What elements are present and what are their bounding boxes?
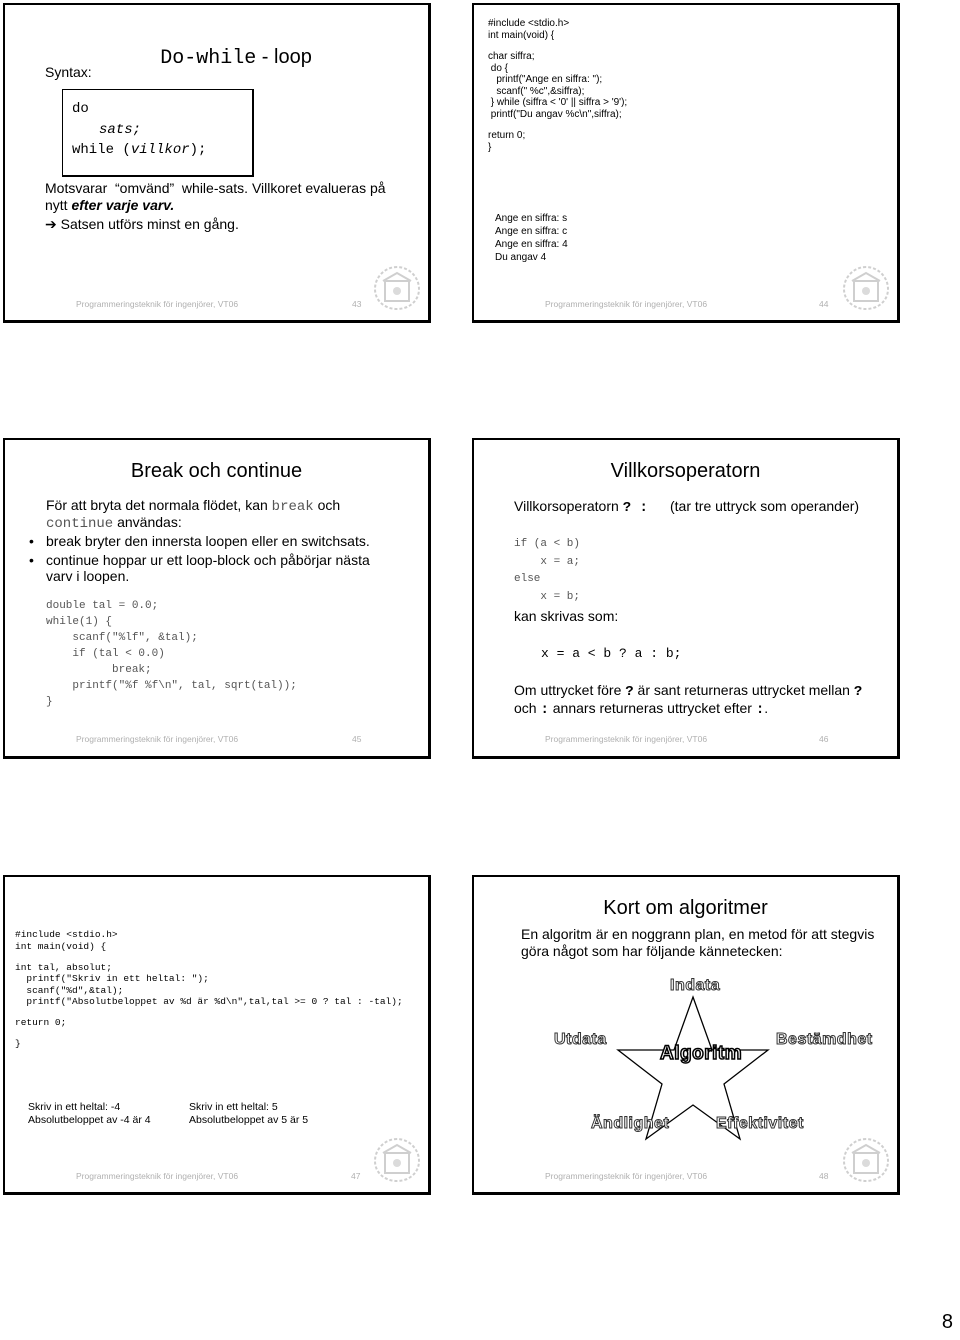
operator-symbol: ? : — [622, 500, 648, 516]
intro-c: användas: — [113, 514, 182, 530]
code-line: char siffra; — [488, 51, 535, 62]
ternary-code: x = a < b ? a : b; — [541, 646, 682, 661]
intro-a: För att bryta det normala flödet, kan — [46, 497, 272, 513]
desc-line2: göra något som har följande kännetecken: — [521, 943, 783, 959]
expl1-q2: ? — [853, 684, 863, 700]
code-line — [488, 120, 627, 130]
slide-number: 46 — [819, 734, 829, 744]
output-line: Absolutbeloppet av 5 är 5 — [189, 1114, 309, 1126]
code-line: int main(void) { — [488, 29, 555, 41]
code-line: break; — [46, 664, 152, 676]
footer-text: Programmeringsteknik för ingenjörer, VT06 — [545, 299, 708, 309]
operator-note: (tar tre uttryck som operander) — [670, 498, 860, 514]
code-block — [46, 598, 297, 710]
operator-line-a: Villkorsoperatorn — [514, 498, 623, 514]
code-line: int tal, absolut; — [15, 961, 112, 973]
star-label-utdata: Utdata — [554, 1031, 607, 1048]
code-line: printf("Absolutbeloppet av %d är %d\n",tal,tal >= 0 ? tal : -tal); — [15, 996, 403, 1007]
slide-number: 45 — [352, 734, 362, 744]
footer-text: Programmeringsteknik för ingenjörer, VT06 — [545, 1171, 708, 1181]
code-line: } while (siffra < '0' || siffra > '9'); — [488, 97, 628, 108]
code-block — [514, 536, 580, 606]
star-label-indata: Indata — [670, 977, 721, 994]
slide-title: Kort om algoritmer — [603, 897, 768, 919]
slide-title: Villkorsoperatorn — [610, 460, 761, 482]
footer-text: Programmeringsteknik för ingenjörer, VT06 — [545, 734, 708, 744]
star-label-andlighet: Ändlighet — [591, 1115, 670, 1132]
code-line: while(1) { — [46, 616, 113, 628]
syntax-sats: sats; — [99, 122, 142, 138]
code-block — [15, 929, 403, 1050]
code-line: scanf("%lf", &tal); — [46, 632, 198, 644]
can-write-text: kan skrivas som: — [514, 608, 619, 624]
code-line: do { — [488, 62, 509, 74]
university-seal-logo — [367, 263, 427, 313]
desc-line2-b: efter varje varv. — [71, 197, 175, 213]
output-line: Absolutbeloppet av -4 är 4 — [28, 1114, 151, 1126]
output-positive — [189, 1101, 308, 1127]
slide-number: 43 — [352, 299, 362, 309]
expl1-b: är sant returneras uttrycket mellan — [633, 682, 854, 698]
code-line — [488, 41, 627, 51]
code-line: scanf("%d",&tal); — [15, 984, 124, 996]
code-line: printf("Ange en siffra: "); — [488, 74, 603, 85]
intro-line1 — [46, 497, 340, 515]
syntax-while-a: while ( — [72, 142, 131, 158]
desc-line1: Motsvarar “omvänd” while-sats. Villkoret evalueras på — [45, 180, 386, 196]
desc-line3 — [45, 216, 239, 233]
intro-b: och — [313, 497, 341, 513]
code-line: printf("Skriv in ett heltal: "); — [15, 973, 209, 984]
code-line: scanf(" %c",&siffra); — [488, 85, 585, 97]
slide-45 — [3, 438, 431, 759]
slide-46 — [472, 438, 900, 759]
program-output — [495, 212, 568, 264]
output-negative — [28, 1101, 151, 1127]
code-line: printf("%f %f\n", tal, sqrt(tal)); — [46, 680, 297, 692]
output-line: Du angav 4 — [495, 252, 547, 263]
expl2-colon2: : — [755, 702, 765, 718]
code-line: return 0; — [488, 130, 526, 141]
page-number: 8 — [941, 1311, 953, 1333]
code-line — [15, 1029, 403, 1039]
expl2-colon: : — [540, 702, 549, 718]
syntax-box — [62, 89, 254, 177]
expl1-a: Om uttrycket före — [514, 682, 626, 698]
footer-text: Programmeringsteknik för ingenjörer, VT06 — [76, 299, 239, 309]
slide-47 — [3, 875, 431, 1195]
bullet-break: • break bryter den innersta loopen eller en switchsats. — [46, 533, 370, 549]
output-line: Ange en siffra: 4 — [495, 239, 568, 250]
code-line: #include <stdio.h> — [15, 929, 118, 940]
code-line: int main(void) { — [15, 940, 107, 952]
desc-line3-text: Satsen utförs minst en gång. — [56, 216, 239, 232]
expl1-q: ? — [625, 684, 634, 700]
footer-text: Programmeringsteknik för ingenjörer, VT06 — [76, 1171, 239, 1181]
code-line: if (a < b) — [514, 538, 581, 550]
code-break: break — [271, 499, 314, 515]
desc-line2-a: nytt — [45, 197, 72, 213]
code-line: printf("Du angav %c\n",siffra); — [488, 108, 622, 120]
output-line: Ange en siffra: c — [495, 226, 568, 237]
university-seal-logo — [367, 1135, 427, 1185]
star-label-bestamdhet: Bestämdhet — [776, 1031, 873, 1048]
code-line — [15, 1008, 403, 1018]
code-line: #include <stdio.h> — [488, 18, 570, 29]
code-line: if (tal < 0.0) — [46, 648, 165, 660]
output-line: Skriv in ett heltal: 5 — [189, 1101, 278, 1113]
expl2-a: och — [514, 700, 541, 716]
university-seal-logo — [836, 1135, 896, 1185]
code-block — [488, 18, 627, 153]
star-label-algoritm: Algoritm — [660, 1043, 743, 1064]
footer-text: Programmeringsteknik för ingenjörer, VT06 — [76, 734, 239, 744]
slide-number: 48 — [819, 1171, 829, 1181]
bullet-continue-line2: varv i loopen. — [46, 568, 130, 584]
intro-line2 — [46, 514, 182, 532]
slide-number: 44 — [819, 299, 829, 309]
syntax-label: Syntax: — [45, 64, 92, 80]
expl2-end: . — [764, 700, 769, 716]
explanation-line1 — [514, 682, 862, 700]
slide-43 — [3, 3, 431, 323]
star-label-effektivitet: Effektivitet — [716, 1115, 804, 1132]
slide-title — [138, 23, 312, 93]
code-line: return 0; — [15, 1017, 67, 1028]
syntax-do: do — [72, 101, 89, 117]
title-rest: - loop — [256, 46, 312, 68]
syntax-villkor: villkor — [130, 142, 190, 158]
code-line: } — [488, 141, 492, 153]
syntax-while — [72, 142, 206, 158]
syntax-while-c: ); — [189, 142, 207, 158]
slide-title: Break och continue — [130, 460, 303, 482]
code-line: double tal = 0.0; — [46, 600, 159, 612]
arrow-icon: ➔ — [45, 216, 57, 232]
title-code: Do-while — [160, 47, 257, 70]
slide-44 — [472, 3, 900, 323]
university-seal-logo — [836, 263, 896, 313]
explanation-line2 — [514, 700, 768, 718]
code-line: x = b; — [514, 590, 581, 603]
expl2-b: annars returneras uttrycket efter — [548, 700, 756, 716]
operator-line — [514, 498, 648, 516]
output-line: Ange en siffra: s — [495, 213, 568, 224]
code-line: } — [15, 1038, 21, 1049]
code-line: x = a; — [514, 555, 581, 568]
code-line: } — [46, 696, 53, 708]
output-line: Skriv in ett heltal: -4 — [28, 1101, 121, 1113]
desc-line2 — [45, 197, 174, 213]
code-continue: continue — [46, 516, 114, 532]
slide-number: 47 — [351, 1171, 361, 1181]
slide-48 — [472, 875, 900, 1195]
code-line — [15, 952, 403, 962]
bullet-continue: • continue hoppar ur ett loop-block och påbörjar nästa — [46, 552, 370, 568]
code-line: else — [514, 573, 541, 585]
desc-line1: En algoritm är en noggrann plan, en metod för att stegvis — [521, 926, 875, 942]
